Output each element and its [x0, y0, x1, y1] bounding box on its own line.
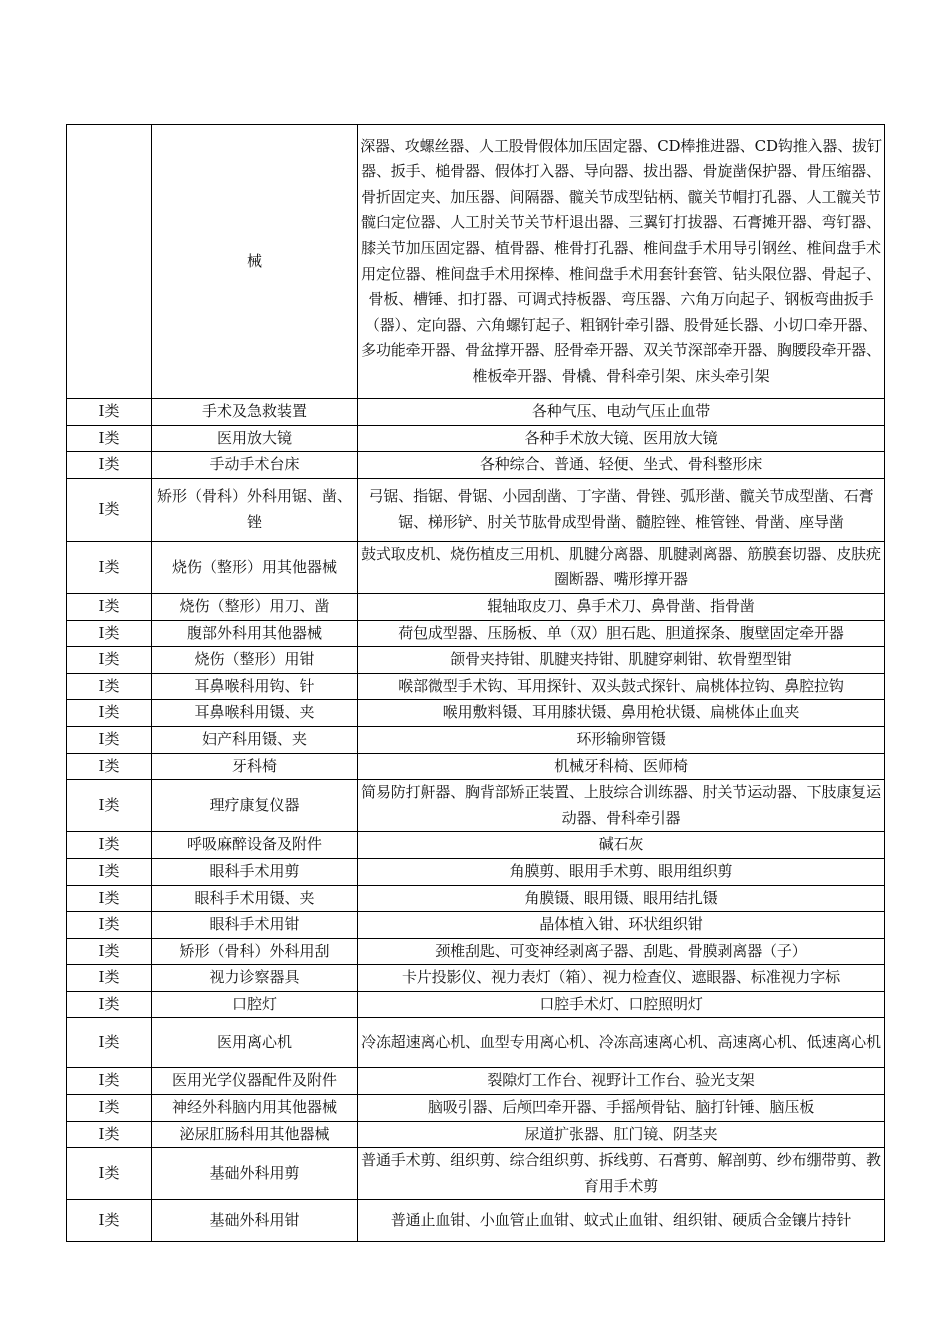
product-list-cell: 弓锯、指锯、骨锯、小园刮凿、丁字凿、骨锉、弧形凿、髋关节成型凿、石膏锯、梯形铲、肘关节肱骨成型骨凿、髓腔锉、椎管锉、骨凿、座导凿: [358, 478, 885, 541]
table-row: [67, 1148, 885, 1200]
category-cell: Ⅰ类: [67, 647, 152, 674]
table-row: [67, 1095, 885, 1122]
product-name-cell: 眼科手术用钳: [152, 912, 358, 939]
product-list-cell: 口腔手术灯、口腔照明灯: [358, 991, 885, 1018]
category-cell: Ⅰ类: [67, 832, 152, 859]
product-name-cell: 理疗康复仪器: [152, 780, 358, 832]
category-cell: Ⅰ类: [67, 620, 152, 647]
product-list-cell: 荷包成型器、压肠板、单（双）胆石匙、胆道探条、腹壁固定牵开器: [358, 620, 885, 647]
table-row: [67, 912, 885, 939]
category-cell: Ⅰ类: [67, 425, 152, 452]
device-classification-table: [66, 124, 885, 1242]
product-name-cell: 医用光学仪器配件及附件: [152, 1068, 358, 1095]
category-cell: Ⅰ类: [67, 726, 152, 753]
product-name-cell: 医用离心机: [152, 1018, 358, 1068]
category-cell: Ⅰ类: [67, 1018, 152, 1068]
table-row: [67, 452, 885, 479]
product-list-cell: 各种综合、普通、轻便、坐式、骨科整形床: [358, 452, 885, 479]
table-row: [67, 832, 885, 859]
product-list-cell: 鼓式取皮机、烧伤植皮三用机、肌腱分离器、肌腱剥离器、筋膜套切器、皮肤疣圈断器、嘴形撑开器: [358, 541, 885, 593]
category-cell: Ⅰ类: [67, 1148, 152, 1200]
product-list-cell: 尿道扩张器、肛门镜、阴茎夹: [358, 1121, 885, 1148]
category-cell: Ⅰ类: [67, 700, 152, 727]
category-cell: Ⅰ类: [67, 780, 152, 832]
category-cell: Ⅰ类: [67, 1068, 152, 1095]
table-row: [67, 673, 885, 700]
product-name-cell: 牙科椅: [152, 753, 358, 780]
table-row: [67, 726, 885, 753]
table-row: [67, 938, 885, 965]
product-name-cell: 腹部外科用其他器械: [152, 620, 358, 647]
product-name-cell: 手术及急救装置: [152, 399, 358, 426]
product-list-cell: 环形输卵管镊: [358, 726, 885, 753]
product-list-cell: 卡片投影仪、视力表灯（箱）、视力检查仪、遮眼器、标准视力字标: [358, 965, 885, 992]
product-name-cell: 妇产科用镊、夹: [152, 726, 358, 753]
category-cell: Ⅰ类: [67, 753, 152, 780]
product-name-cell: 烧伤（整形）用刀、凿: [152, 593, 358, 620]
category-cell: Ⅰ类: [67, 858, 152, 885]
product-list-cell: 角膜剪、眼用手术剪、眼用组织剪: [358, 858, 885, 885]
product-list-cell: 晶体植入钳、环状组织钳: [358, 912, 885, 939]
category-cell: Ⅰ类: [67, 1095, 152, 1122]
category-cell: Ⅰ类: [67, 912, 152, 939]
product-name-cell: 视力诊察器具: [152, 965, 358, 992]
product-name-cell: 手动手术台床: [152, 452, 358, 479]
product-list-cell: 冷冻超速离心机、血型专用离心机、冷冻高速离心机、高速离心机、低速离心机: [358, 1018, 885, 1068]
table-row: [67, 965, 885, 992]
product-name-cell: 烧伤（整形）用钳: [152, 647, 358, 674]
product-list-cell: 简易防打鼾器、胸背部矫正装置、上肢综合训练器、肘关节运动器、下肢康复运动器、骨科牵引器: [358, 780, 885, 832]
table-row: [67, 620, 885, 647]
category-cell: Ⅰ类: [67, 1121, 152, 1148]
product-list-cell: 普通手术剪、组织剪、综合组织剪、拆线剪、石膏剪、解剖剪、纱布绷带剪、教育用手术剪: [358, 1148, 885, 1200]
category-cell: Ⅰ类: [67, 1200, 152, 1242]
product-list-cell: 裂隙灯工作台、视野计工作台、验光支架: [358, 1068, 885, 1095]
table-row: [67, 1121, 885, 1148]
table-row: [67, 1018, 885, 1068]
product-name-cell: 烧伤（整形）用其他器械: [152, 541, 358, 593]
product-name-cell: 口腔灯: [152, 991, 358, 1018]
table-row: [67, 399, 885, 426]
product-list-cell: 角膜镊、眼用镊、眼用结扎镊: [358, 885, 885, 912]
category-cell: Ⅰ类: [67, 938, 152, 965]
product-name-cell: 神经外科脑内用其他器械: [152, 1095, 358, 1122]
product-list-cell: 辊轴取皮刀、鼻手术刀、鼻骨凿、指骨凿: [358, 593, 885, 620]
table-row: [67, 885, 885, 912]
table-row: [67, 858, 885, 885]
category-cell: Ⅰ类: [67, 452, 152, 479]
category-cell: Ⅰ类: [67, 991, 152, 1018]
product-name-cell: 基础外科用钳: [152, 1200, 358, 1242]
product-list-cell: 喉用敷料镊、耳用膝状镊、鼻用枪状镊、扁桃体止血夹: [358, 700, 885, 727]
table-row: [67, 593, 885, 620]
product-name-cell: 眼科手术用剪: [152, 858, 358, 885]
product-list-cell: 颌骨夹持钳、肌腱夹持钳、肌腱穿刺钳、软骨塑型钳: [358, 647, 885, 674]
category-cell: Ⅰ类: [67, 885, 152, 912]
product-name-cell: 呼吸麻醉设备及附件: [152, 832, 358, 859]
table-row: [67, 700, 885, 727]
category-cell: Ⅰ类: [67, 965, 152, 992]
product-name-cell: 耳鼻喉科用镊、夹: [152, 700, 358, 727]
category-cell: Ⅰ类: [67, 478, 152, 541]
product-name-cell: 械: [152, 125, 358, 399]
table-row: [67, 125, 885, 399]
category-cell: Ⅰ类: [67, 673, 152, 700]
product-name-cell: 医用放大镜: [152, 425, 358, 452]
table-row: [67, 478, 885, 541]
table-row: [67, 1200, 885, 1242]
category-cell: Ⅰ类: [67, 593, 152, 620]
table-row: [67, 753, 885, 780]
category-cell: [67, 125, 152, 399]
table-row: [67, 780, 885, 832]
product-list-cell: 各种气压、电动气压止血带: [358, 399, 885, 426]
table-row: [67, 647, 885, 674]
product-name-cell: 矫形（骨科）外科用刮: [152, 938, 358, 965]
product-list-cell: 颈椎刮匙、可变神经剥离子器、刮匙、骨膜剥离器（子）: [358, 938, 885, 965]
table-row: [67, 541, 885, 593]
product-name-cell: 基础外科用剪: [152, 1148, 358, 1200]
product-name-cell: 矫形（骨科）外科用锯、凿、锉: [152, 478, 358, 541]
table-row: [67, 425, 885, 452]
product-list-cell: 深器、攻螺丝器、人工股骨假体加压固定器、CD棒推进器、CD钩推入器、拔钉器、扳手、槌骨器、假体打入器、导向器、拔出器、骨旋凿保护器、骨压缩器、骨折固定夹、加压器、间隔器、髋关节成型钻柄、髋关节帽打孔器、人工髋关节髋臼定位器、人工肘关节关节杆退出器、三翼钉打拔器、石膏摊开器、弯钉器、膝关节加压固定器、植骨器、椎骨打孔器、椎间盘手术用导引钢丝、椎间盘手术用定位器、椎间盘手术用探棒、椎间盘手术用套针套管、钻头限位器、骨起子、骨板、槽锤、扣打器、可调式持板器、弯压器、六角万向起子、钢板弯曲扳手（器）、定向器、六角螺钉起子、粗钢针牵引器、股骨延长器、小切口牵开器、多功能牵开器、骨盆撑开器、胫骨牵开器、双关节深部牵开器、胸腰段牵开器、椎板牵开器、骨橇、骨科牵引架、床头牵引架: [358, 125, 885, 399]
product-list-cell: 机械牙科椅、医师椅: [358, 753, 885, 780]
product-name-cell: 耳鼻喉科用钩、针: [152, 673, 358, 700]
product-name-cell: 眼科手术用镊、夹: [152, 885, 358, 912]
category-cell: Ⅰ类: [67, 541, 152, 593]
product-list-cell: 普通止血钳、小血管止血钳、蚊式止血钳、组织钳、硬质合金镶片持针: [358, 1200, 885, 1242]
table-row: [67, 991, 885, 1018]
category-cell: Ⅰ类: [67, 399, 152, 426]
product-list-cell: 各种手术放大镜、医用放大镜: [358, 425, 885, 452]
product-list-cell: 喉部微型手术钩、耳用探针、双头鼓式探针、扁桃体拉钩、鼻腔拉钩: [358, 673, 885, 700]
product-list-cell: 脑吸引器、后颅凹牵开器、手摇颅骨钻、脑打针锤、脑压板: [358, 1095, 885, 1122]
table-row: [67, 1068, 885, 1095]
product-name-cell: 泌尿肛肠科用其他器械: [152, 1121, 358, 1148]
table-body: [67, 125, 885, 1242]
product-list-cell: 碱石灰: [358, 832, 885, 859]
